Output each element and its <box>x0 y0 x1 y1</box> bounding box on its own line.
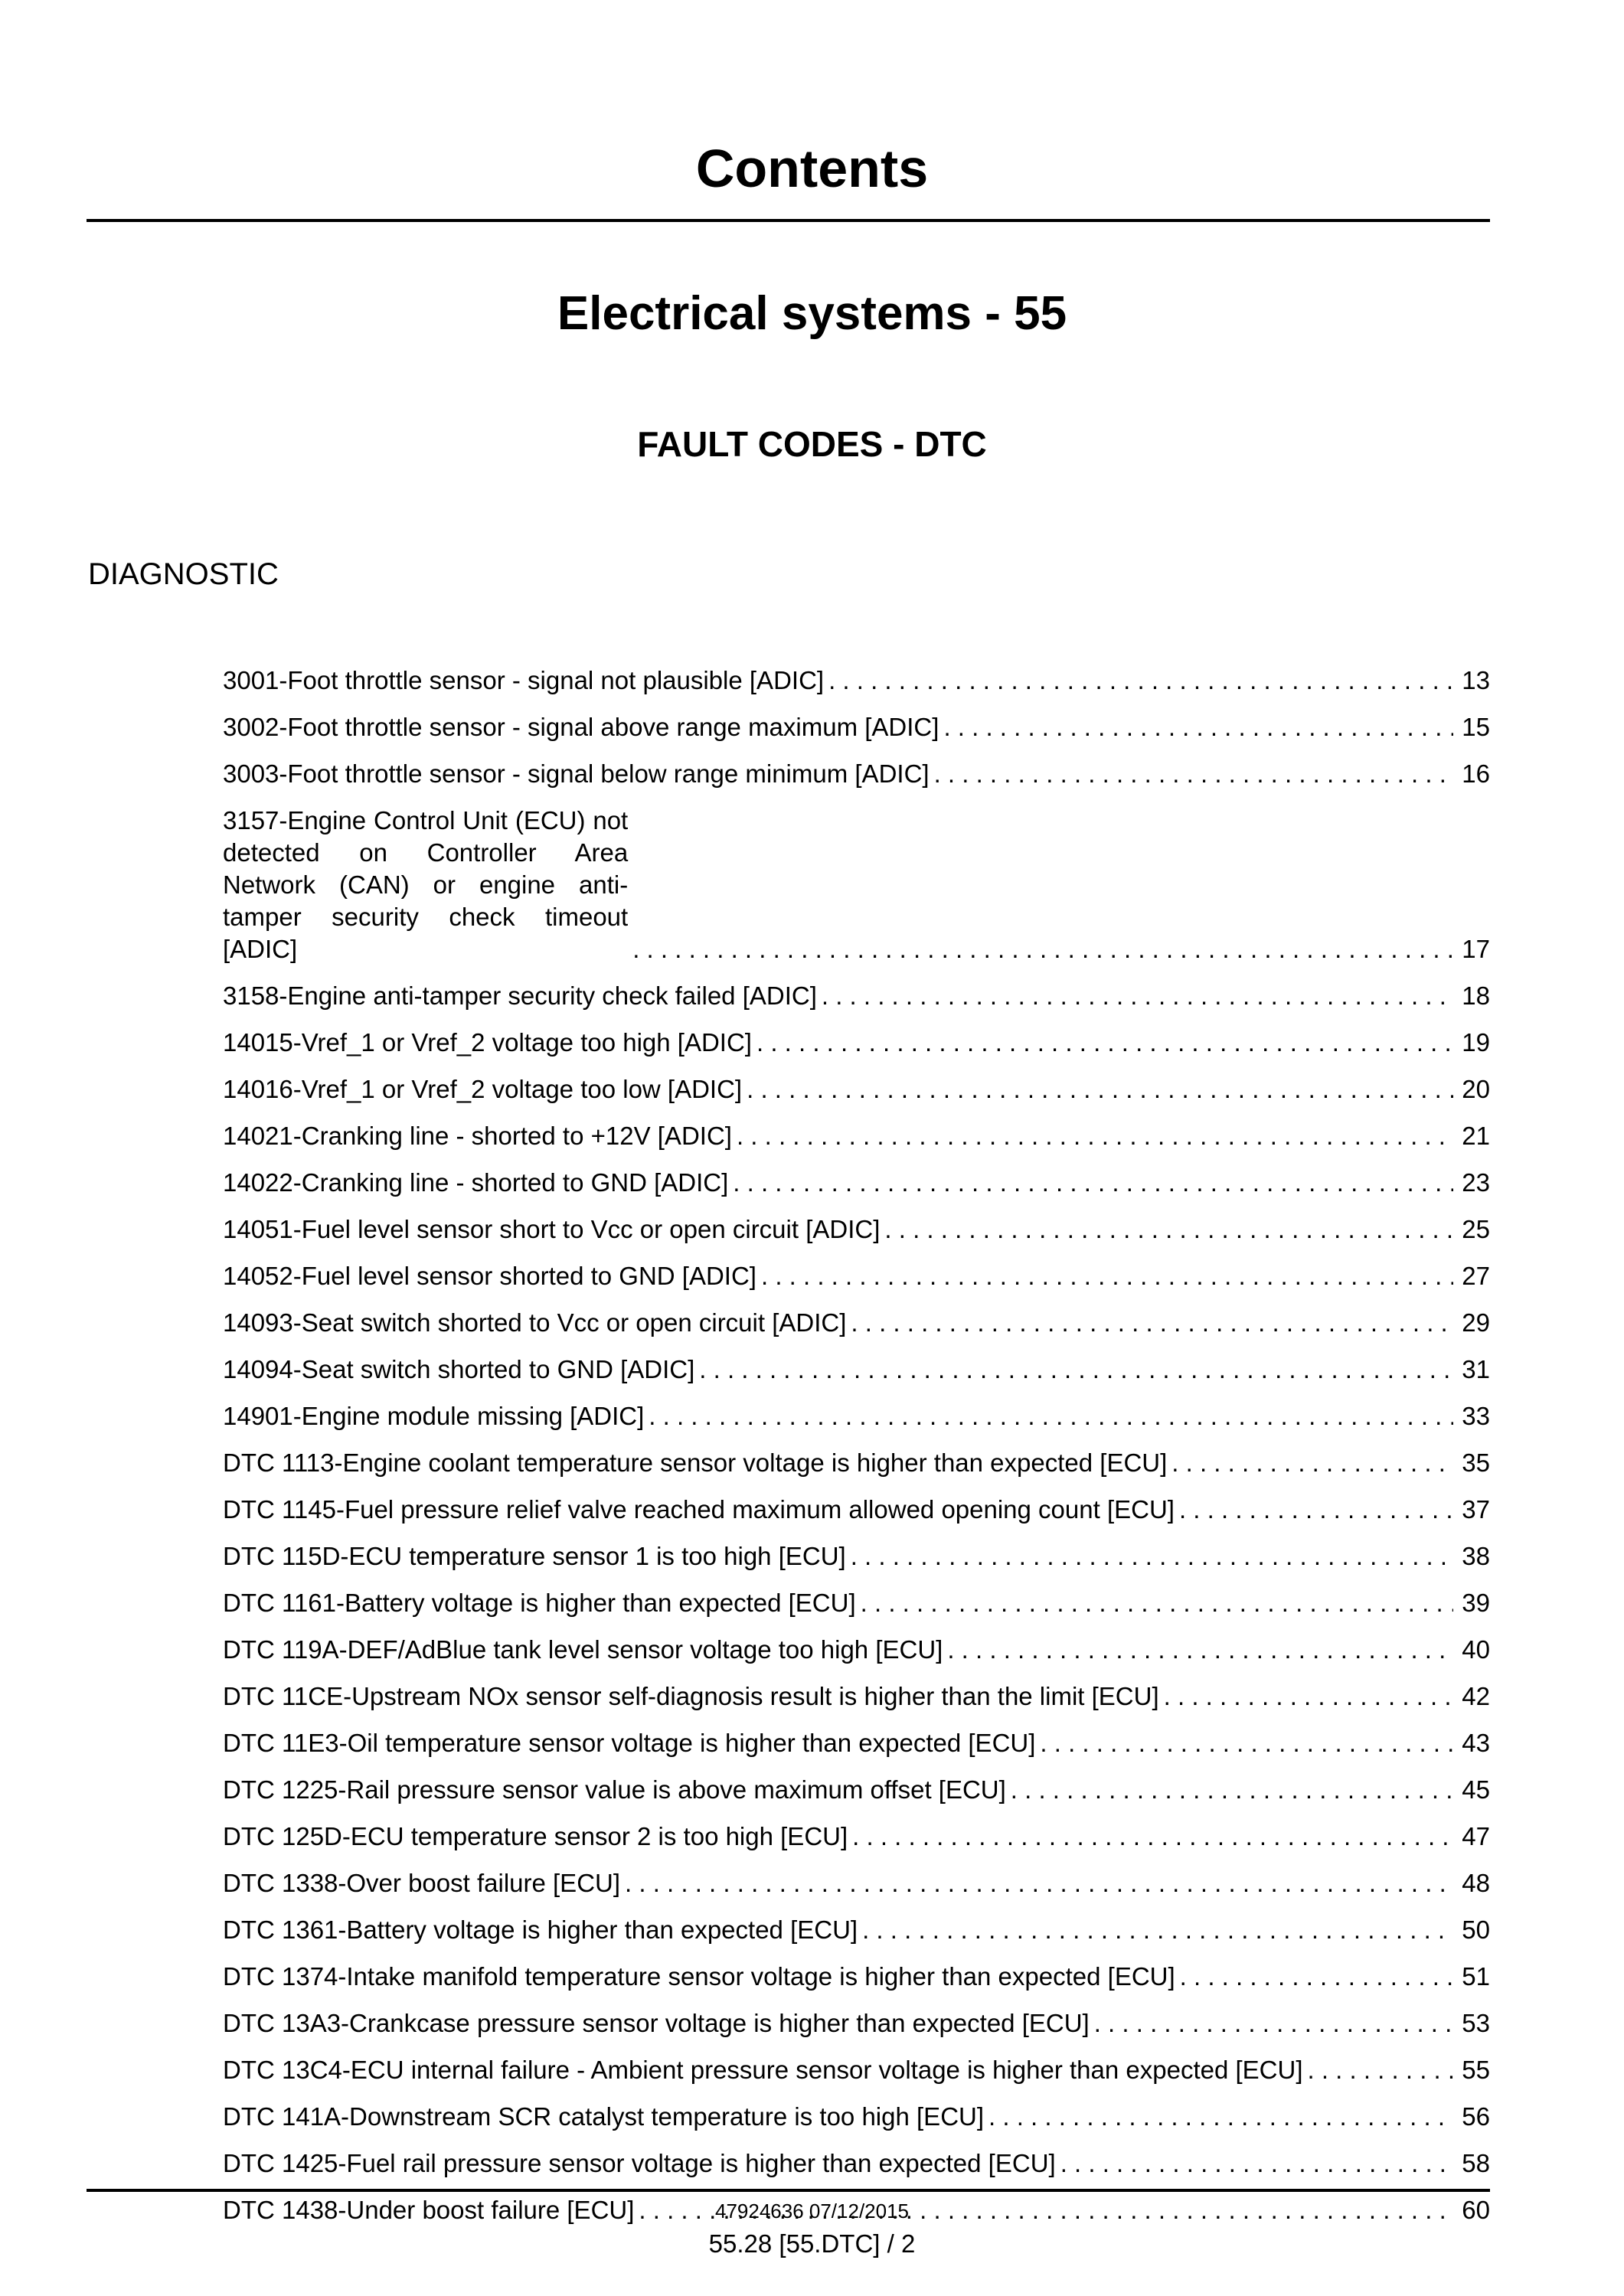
document-number: 47924636 07/12/2015 <box>714 2200 910 2223</box>
toc-entry[interactable] <box>223 1354 1490 1386</box>
toc-entry-page: 38 <box>1462 1542 1490 1570</box>
toc-entry-page: 21 <box>1462 1122 1490 1150</box>
toc-leader-dots <box>988 2101 1453 2133</box>
toc-entry[interactable] <box>223 1914 1490 1946</box>
toc-entry[interactable] <box>223 980 1490 1012</box>
toc-entry[interactable] <box>223 1727 1490 1759</box>
toc-entry-page: 47 <box>1462 1822 1490 1850</box>
toc-leader-dots <box>947 1634 1453 1666</box>
toc-leader-dots <box>1040 1727 1453 1759</box>
toc-entry[interactable] <box>223 1680 1490 1713</box>
toc-entry-page: 33 <box>1462 1402 1490 1430</box>
toc-entry[interactable] <box>223 2007 1490 2040</box>
toc-leader-dots <box>1171 1447 1453 1479</box>
toc-entry-title: 14094-Seat switch shorted to GND [ADIC] <box>223 1355 695 1383</box>
toc-entry[interactable] <box>223 2147 1490 2180</box>
toc-list <box>223 665 1490 2241</box>
toc-entry-page: 19 <box>1462 1028 1490 1057</box>
toc-entry-title: 14093-Seat switch shorted to Vcc or open circuit [ADIC] <box>223 1308 847 1337</box>
toc-entry[interactable] <box>223 1540 1490 1573</box>
toc-leader-dots <box>851 1540 1453 1573</box>
toc-leader-dots <box>761 1260 1453 1292</box>
toc-entry[interactable] <box>223 1027 1490 1059</box>
toc-entry-page: 31 <box>1462 1355 1490 1383</box>
toc-leader-dots <box>625 1867 1453 1899</box>
toc-entry[interactable] <box>223 1634 1490 1666</box>
toc-entry-page: 17 <box>1462 935 1490 963</box>
toc-entry-title: 3001-Foot throttle sensor - signal not plausible [ADIC] <box>223 666 825 694</box>
toc-entry-title: 3157-Engine Control Unit (ECU) not detected on Controller Area Network (CAN) or engine anti-tamper security check timeout [ADIC] <box>223 806 629 963</box>
toc-entry-page: 42 <box>1462 1682 1490 1710</box>
subsection-title: FAULT CODES - DTC <box>637 424 987 464</box>
toc-entry-title: 3158-Engine anti-tamper security check failed [ADIC] <box>223 981 817 1010</box>
toc-leader-dots <box>1179 1494 1453 1526</box>
toc-entry[interactable] <box>223 711 1490 743</box>
page-reference: 55.28 [55.DTC] / 2 <box>708 2229 916 2258</box>
toc-leader-dots <box>733 1167 1453 1199</box>
toc-entry-page: 37 <box>1462 1495 1490 1524</box>
toc-entry-page: 15 <box>1462 713 1490 741</box>
toc-leader-dots <box>1180 1961 1453 1993</box>
toc-entry-title: DTC 1225-Rail pressure sensor value is above maximum offset [ECU] <box>223 1775 1006 1804</box>
toc-leader-dots <box>747 1073 1453 1106</box>
toc-entry-title: DTC 13A3-Crankcase pressure sensor voltage is higher than expected [ECU] <box>223 2009 1090 2037</box>
toc-entry-title: DTC 125D-ECU temperature sensor 2 is too high [ECU] <box>223 1822 848 1850</box>
toc-entry-title: 14052-Fuel level sensor shorted to GND [ADIC] <box>223 1262 756 1290</box>
toc-entry-page: 60 <box>1462 2196 1490 2224</box>
toc-leader-dots <box>822 980 1453 1012</box>
toc-leader-dots <box>862 1914 1453 1946</box>
toc-entry-title: DTC 141A-Downstream SCR catalyst temperature is too high [ECU] <box>223 2102 985 2131</box>
toc-leader-dots <box>632 933 1453 965</box>
toc-leader-dots <box>737 1120 1453 1152</box>
toc-entry-page: 45 <box>1462 1775 1490 1804</box>
toc-entry[interactable] <box>223 2101 1490 2133</box>
toc-entry-page: 16 <box>1462 759 1490 788</box>
toc-entry-title: DTC 1113-Engine coolant temperature sensor voltage is higher than expected [ECU] <box>223 1448 1168 1477</box>
toc-entry-title: DTC 1438-Under boost failure [ECU] <box>223 2196 635 2224</box>
toc-entry-title: 14022-Cranking line - shorted to GND [ADIC] <box>223 1168 729 1197</box>
toc-entry[interactable] <box>223 665 1490 697</box>
toc-entry[interactable] <box>223 805 1490 965</box>
toc-entry-page: 58 <box>1462 2149 1490 2177</box>
toc-entry-page: 29 <box>1462 1308 1490 1337</box>
footer-divider <box>87 2189 1490 2192</box>
toc-entry[interactable] <box>223 1587 1490 1619</box>
toc-entry-page: 55 <box>1462 2056 1490 2084</box>
toc-entry-title: 3003-Foot throttle sensor - signal below range minimum [ADIC] <box>223 759 930 788</box>
section-title: Electrical systems - 55 <box>557 287 1067 340</box>
toc-entry[interactable] <box>223 758 1490 790</box>
toc-entry-page: 35 <box>1462 1448 1490 1477</box>
toc-entry[interactable] <box>223 1867 1490 1899</box>
toc-entry-title: 14021-Cranking line - shorted to +12V [ADIC] <box>223 1122 732 1150</box>
toc-entry-title: 14051-Fuel level sensor short to Vcc or open circuit [ADIC] <box>223 1215 881 1243</box>
toc-leader-dots <box>943 711 1453 743</box>
toc-entry-page: 43 <box>1462 1729 1490 1757</box>
toc-entry[interactable] <box>223 1307 1490 1339</box>
toc-entry-page: 56 <box>1462 2102 1490 2131</box>
toc-entry-title: 14016-Vref_1 or Vref_2 voltage too low [ADIC] <box>223 1075 743 1103</box>
toc-leader-dots <box>851 1307 1453 1339</box>
toc-entry-page: 20 <box>1462 1075 1490 1103</box>
toc-leader-dots <box>756 1027 1453 1059</box>
toc-leader-dots <box>699 1354 1453 1386</box>
page-title: Contents <box>695 139 929 198</box>
toc-leader-dots <box>828 665 1453 697</box>
toc-entry-page: 53 <box>1462 2009 1490 2037</box>
toc-entry-title: DTC 1161-Battery voltage is higher than expected [ECU] <box>223 1589 856 1617</box>
toc-entry-page: 23 <box>1462 1168 1490 1197</box>
toc-entry-title: 3002-Foot throttle sensor - signal above range maximum [ADIC] <box>223 713 939 741</box>
toc-leader-dots <box>884 1213 1453 1246</box>
toc-entry[interactable] <box>223 1774 1490 1806</box>
toc-entry-title: 14901-Engine module missing [ADIC] <box>223 1402 645 1430</box>
toc-leader-dots <box>1011 1774 1453 1806</box>
toc-entry-title: DTC 119A-DEF/AdBlue tank level sensor voltage too high [ECU] <box>223 1635 943 1664</box>
toc-entry-page: 18 <box>1462 981 1490 1010</box>
toc-entry-title: DTC 11E3-Oil temperature sensor voltage is higher than expected [ECU] <box>223 1729 1036 1757</box>
toc-entry[interactable] <box>223 1213 1490 1246</box>
toc-entry-page: 51 <box>1462 1962 1490 1991</box>
toc-entry[interactable] <box>223 1260 1490 1292</box>
toc-entry[interactable] <box>223 1494 1490 1526</box>
toc-entry-title: DTC 1374-Intake manifold temperature sensor voltage is higher than expected [ECU] <box>223 1962 1175 1991</box>
toc-leader-dots <box>649 1400 1453 1432</box>
toc-leader-dots <box>1094 2007 1453 2040</box>
toc-entry[interactable] <box>223 1821 1490 1853</box>
toc-entry-page: 27 <box>1462 1262 1490 1290</box>
toc-entry-page: 40 <box>1462 1635 1490 1664</box>
toc-leader-dots <box>1060 2147 1453 2180</box>
toc-entry-title: 14015-Vref_1 or Vref_2 voltage too high [ADIC] <box>223 1028 752 1057</box>
toc-entry-page: 50 <box>1462 1916 1490 1944</box>
toc-entry-title: DTC 1425-Fuel rail pressure sensor voltage is higher than expected [ECU] <box>223 2149 1056 2177</box>
toc-entry[interactable] <box>223 1120 1490 1152</box>
toc-entry[interactable] <box>223 1400 1490 1432</box>
toc-entry-title: DTC 11CE-Upstream NOx sensor self-diagnosis result is higher than the limit [ECU] <box>223 1682 1159 1710</box>
toc-entry[interactable] <box>223 1961 1490 1993</box>
toc-entry-title: DTC 1361-Battery voltage is higher than expected [ECU] <box>223 1916 858 1944</box>
toc-entry-title: DTC 13C4-ECU internal failure - Ambient pressure sensor voltage is higher than expected [ECU] <box>223 2056 1303 2084</box>
toc-entry[interactable] <box>223 1073 1490 1106</box>
toc-entry-page: 13 <box>1462 666 1490 694</box>
toc-entry-title: DTC 1338-Over boost failure [ECU] <box>223 1869 621 1897</box>
toc-entry[interactable] <box>223 1167 1490 1199</box>
toc-leader-dots <box>852 1821 1453 1853</box>
toc-entry[interactable] <box>223 2054 1490 2086</box>
toc-entry-title: DTC 1145-Fuel pressure relief valve reached maximum allowed opening count [ECU] <box>223 1495 1175 1524</box>
toc-leader-dots <box>1164 1680 1453 1713</box>
toc-entry-page: 25 <box>1462 1215 1490 1243</box>
toc-entry[interactable] <box>223 1447 1490 1479</box>
toc-leader-dots <box>934 758 1453 790</box>
group-label: DIAGNOSTIC <box>88 557 279 591</box>
toc-leader-dots <box>861 1587 1453 1619</box>
header-divider <box>87 219 1490 222</box>
toc-entry-page: 48 <box>1462 1869 1490 1897</box>
toc-entry-title: DTC 115D-ECU temperature sensor 1 is too high [ECU] <box>223 1542 846 1570</box>
toc-leader-dots <box>1308 2054 1454 2086</box>
toc-entry-page: 39 <box>1462 1589 1490 1617</box>
